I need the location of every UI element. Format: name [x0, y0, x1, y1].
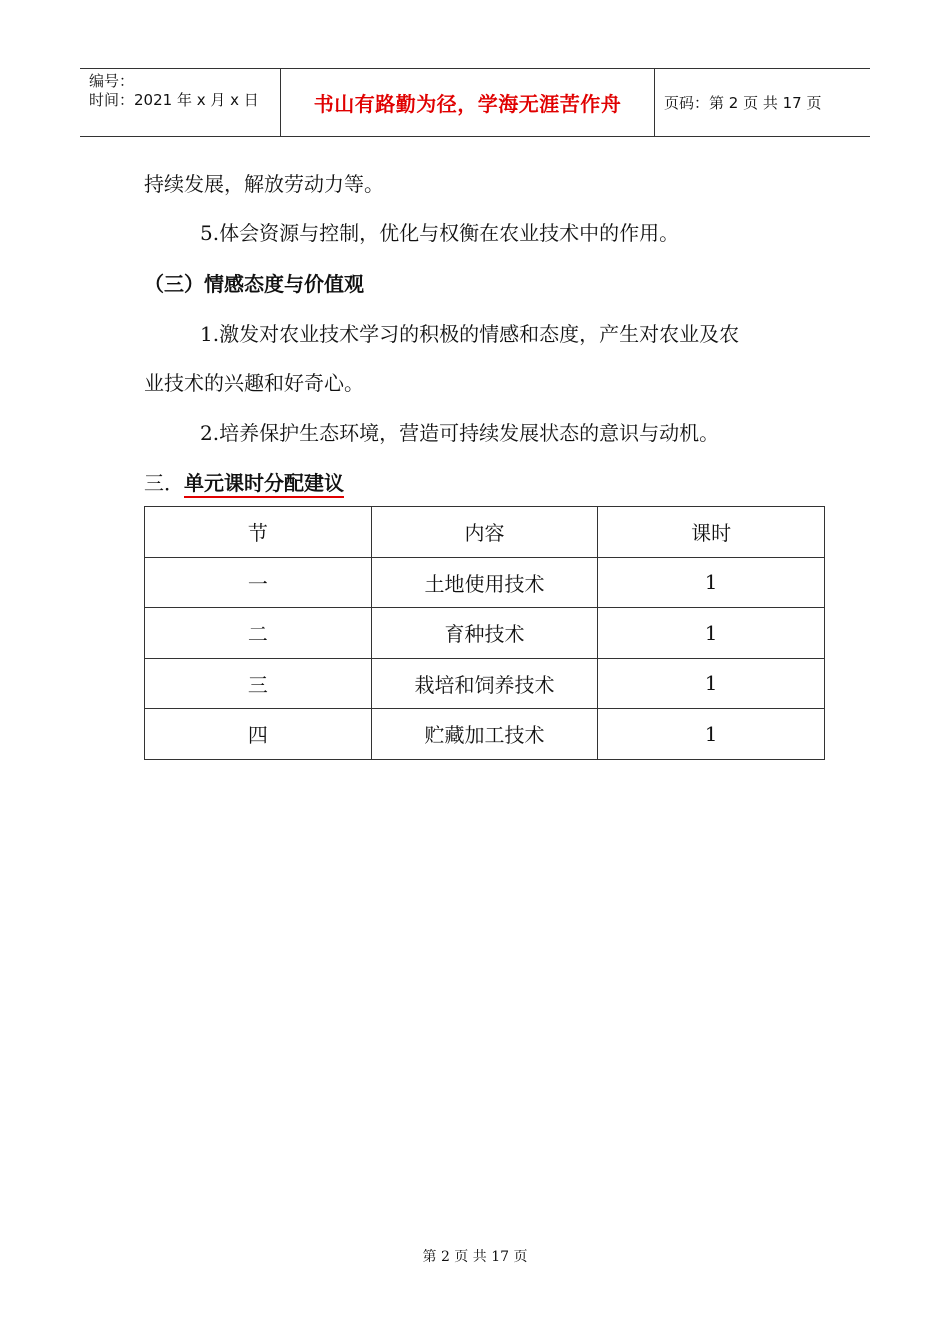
table-cell: 二: [145, 608, 372, 659]
table-row: [145, 658, 825, 709]
body-line-2: 5.体会资源与控制，优化与权衡在农业技术中的作用。: [200, 221, 680, 245]
body-line-4: 2.培养保护生态环境，营造可持续发展状态的意识与动机。: [200, 421, 720, 445]
table-cell: 1: [598, 557, 825, 608]
section-heading-3: （三）情感态度与价值观: [144, 272, 364, 296]
section-title-3: [144, 469, 344, 497]
table-header-row: [145, 507, 825, 558]
table-cell: 栽培和饲养技术: [371, 658, 598, 709]
header-motto: 书山有路勤为径，学海无涯苦作舟: [281, 69, 655, 136]
table-cell: 四: [145, 709, 372, 760]
table-cell: 一: [145, 557, 372, 608]
table-cell: 土地使用技术: [371, 557, 598, 608]
body-line-1: 持续发展，解放劳动力等。: [144, 172, 384, 196]
table-header-cell: 节: [145, 507, 372, 558]
table-cell: 1: [598, 709, 825, 760]
table-row: [145, 608, 825, 659]
table-cell: 育种技术: [371, 608, 598, 659]
table-row: [145, 557, 825, 608]
body-line-3b: 业技术的兴趣和好奇心。: [144, 371, 364, 395]
table-cell: 1: [598, 608, 825, 659]
table-cell: 三: [145, 658, 372, 709]
table-cell: 贮藏加工技术: [371, 709, 598, 760]
header-time-label: 时间：2021 年 x 月 x 日: [89, 91, 259, 109]
header-number-label: 编号：: [89, 72, 135, 90]
section-prefix: 三．: [144, 471, 184, 495]
table-row: [145, 709, 825, 760]
table-cell: 1: [598, 658, 825, 709]
lesson-allocation-table: [144, 506, 825, 760]
header-page-label: 页码：第 2 页 共 17 页: [664, 94, 822, 112]
header-meta: [80, 69, 281, 136]
section-title-text: 单元课时分配建议: [184, 471, 344, 498]
table-header-cell: 课时: [598, 507, 825, 558]
body-line-3a: 1.激发对农业技术学习的积极的情感和态度，产生对农业及农: [200, 322, 740, 346]
table-header-cell: 内容: [371, 507, 598, 558]
page-footer: 第 2 页 共 17 页: [422, 1249, 528, 1265]
page-header: [80, 68, 870, 137]
